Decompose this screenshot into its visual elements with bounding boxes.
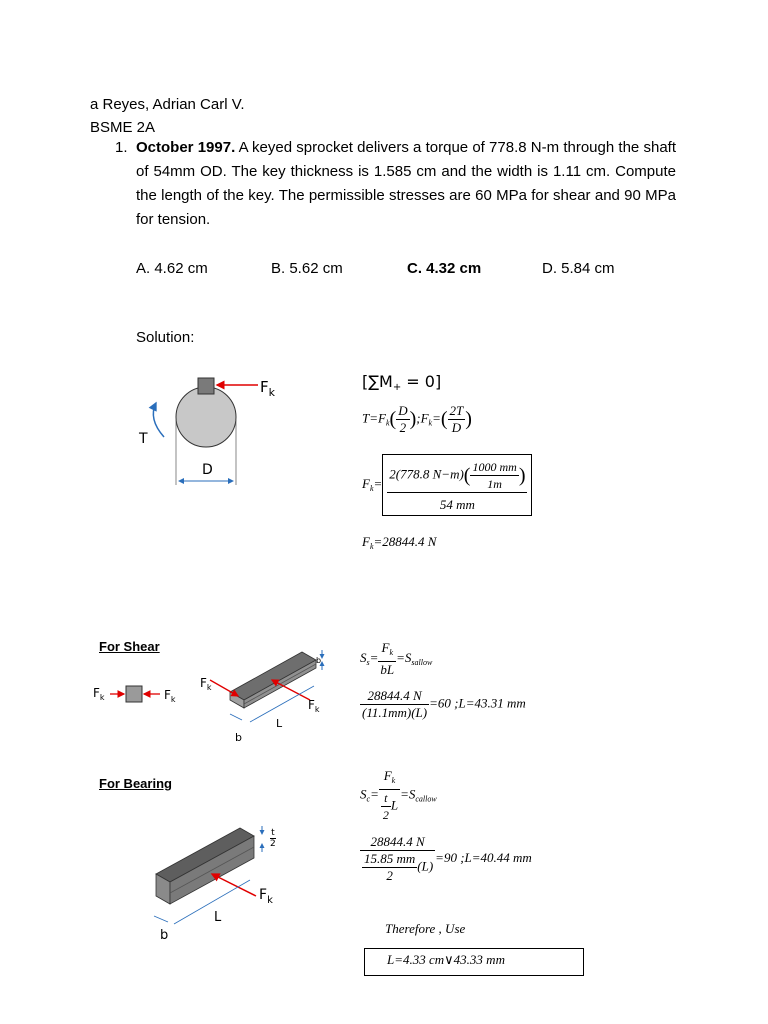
shear-heading: For Shear [99, 639, 160, 654]
shear-key-diagram [90, 648, 340, 748]
shear-force-side: $F_k$ [308, 698, 320, 714]
force-substitution-equation: $F_k=$ 2(778.8 N−m)( $\frac{1000 mm}{1m}$ ) 54 mm [362, 454, 532, 516]
shear-dim-b: b [235, 731, 242, 744]
key-square [198, 378, 214, 394]
therefore-text: Therefore , Use [385, 921, 466, 936]
diameter-label: D [202, 462, 213, 478]
choice-d: D. 5.84 cm [542, 260, 615, 277]
choice-b: B. 5.62 cm [271, 260, 343, 277]
final-answer: L=4.33 cm∨43.33 mm [387, 952, 505, 967]
problem-text: A keyed sprocket delivers a torque of 778.8 N-m through the shaft of 54mm OD. The key thickness is 1.585 cm and the width is 1.11 cm. Compute the length of the key. The permissible stresses are 60 MPa for shear and 90 MPa for tension. [136, 139, 676, 228]
shear-dim-L: L [276, 717, 283, 730]
solution-label: Solution: [136, 329, 195, 346]
problem-date: October 1997. [136, 139, 236, 156]
problem-number: 1. [115, 139, 128, 156]
shaft-circle [176, 387, 236, 447]
bearing-force-label: $F_k$ [259, 887, 273, 906]
shear-force-left: $F_k$ [93, 686, 105, 702]
force-result: $F_k=28844.4$ N [362, 534, 437, 551]
torque-equation: $T=F_k$( $\frac{D}{2}$ )$;F_k=$( $\frac{2T}{D}$ ) [362, 403, 472, 435]
choice-c: C. 4.32 cm [407, 260, 482, 277]
problem-statement [136, 136, 676, 232]
bearing-dim-b: b [160, 928, 169, 943]
bearing-dim-L: L [214, 910, 222, 925]
student-section: BSME 2A [90, 119, 156, 136]
bearing-length-equation: 28844.4 N $\frac{15.85 mm}{2}$ (L) =90 ;L=40.44 mm [360, 834, 532, 884]
shear-stress-equation: $S_s=$ $\frac{F_k}{bL}$ $=S_{sallow}$ [360, 640, 433, 677]
torque-arrow [153, 403, 164, 437]
final-answer-box [364, 948, 584, 976]
shear-length-equation: $\frac{28844.4 N}{(11.1mm)(L)}$ =60 ;L=43.31 mm [362, 688, 526, 720]
student-name: a Reyes, Adrian Carl V. [90, 96, 245, 113]
force-label: $F_k$ [260, 378, 276, 399]
moment-equation: [∑M+ = 0] [362, 372, 442, 393]
bearing-heading: For Bearing [99, 776, 172, 791]
choice-a: A. 4.62 cm [136, 260, 208, 277]
shear-force-right: $F_k$ [164, 688, 176, 704]
bearing-dim-t-half: t 2 [270, 828, 276, 849]
torque-label: T [139, 431, 148, 447]
shear-dim-b-top: b [316, 656, 322, 665]
bearing-stress-equation: $S_c=$ $F_k$ $\frac{t}{2}$ L $=S_{callow}$ [360, 768, 437, 822]
shear-force-top: $F_k$ [200, 676, 212, 692]
